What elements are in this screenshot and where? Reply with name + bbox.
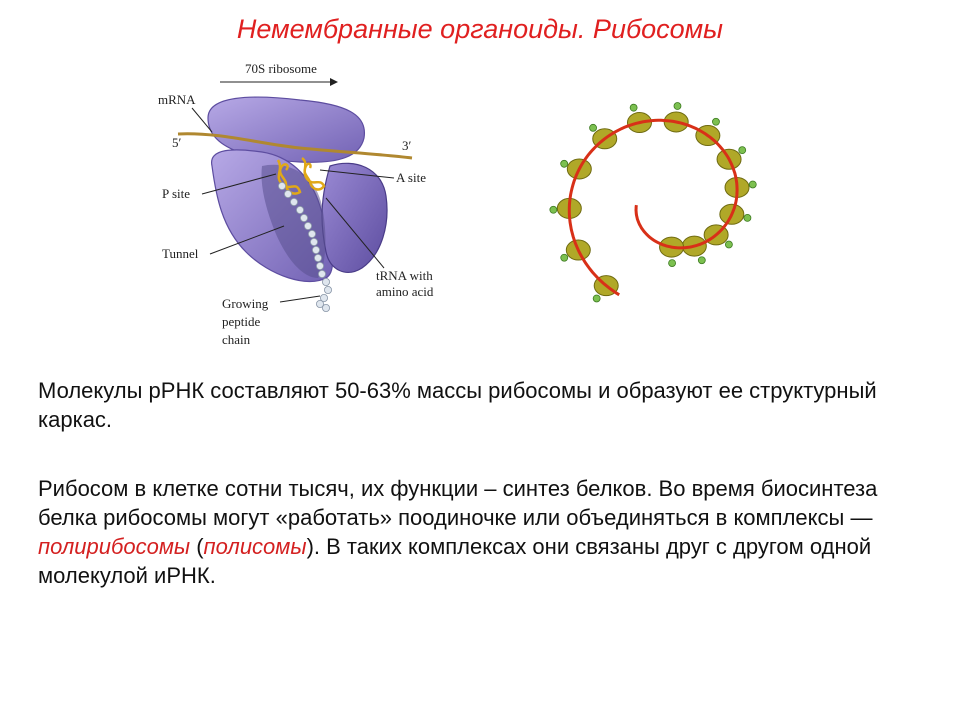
peptide-bead [290,198,297,205]
polysome-peptide [669,260,676,267]
polysome-peptide [725,241,732,248]
paragraph-part-2: ( [190,534,204,559]
peptide-bead [324,286,331,293]
mrna-label: mRNA [158,92,196,107]
polysome-peptide [749,181,756,188]
polysome-peptide [630,104,637,111]
polysome-peptide [561,160,568,167]
peptide-bead [318,270,325,277]
peptide-bead [284,190,291,197]
paragraph-part-3: ). В таких комплексах они связаны друг с другом одной молекулой иРНК. [38,534,872,588]
slide-title: Немембранные органоиды. Рибосомы [236,14,724,44]
peptide-bead [316,262,323,269]
term-polyribosomes: полирибосомы [38,534,191,559]
three-prime-label: 3′ [402,138,412,153]
ribosome-arrowhead [330,78,338,86]
peptide-bead [304,222,311,229]
peptide-bead [322,278,329,285]
trna-label-line1: tRNA with [376,268,433,283]
term-polysomes: полисомы [203,534,307,559]
polysome-peptide [590,124,597,131]
polysome-peptide [561,254,568,261]
p-site-label: P site [162,186,191,201]
peptide-bead [308,230,315,237]
polysome-mrna-spiral [569,120,737,294]
peptide-bead [300,214,307,221]
peptide-label-line3: chain [222,332,251,347]
polysome-peptide [744,214,751,221]
peptide-bead [322,304,329,311]
five-prime-label: 5′ [172,135,182,150]
paragraph-part-1: Рибосом в клетке сотни тысяч, их функции – синтез белков. Во время биосинтеза белка рибосомы могут «работать» поодиночке или объединяться в комплексы — [38,476,878,530]
polysome-peptide [739,147,746,154]
peptide-bead [296,206,303,213]
peptide-label-line1: Growing [222,296,269,311]
a-site-label: A site [396,170,426,185]
polysome-peptide [698,257,705,264]
ribosome-label: 70S ribosome [245,61,317,76]
peptide-bead [278,182,285,189]
polysome-peptide [593,295,600,302]
paragraph-rrna: Молекулы рРНК составляют 50-63% массы рибосомы и образуют ее структурный каркас. [38,378,877,432]
peptide-pointer [280,296,320,302]
peptide-bead [310,238,317,245]
peptide-bead [314,254,321,261]
tunnel-label: Tunnel [162,246,199,261]
trna-label-line2: amino acid [376,284,434,299]
peptide-label-line2: peptide [222,314,261,329]
small-subunit-right [322,163,387,272]
polysome-peptide [550,206,557,213]
polysome-peptide [712,118,719,125]
ribosome-diagram [150,56,470,356]
peptide-bead [312,246,319,253]
polysome-ribosomes [550,103,756,302]
paragraph-function [38,474,928,590]
polysome-diagram [530,80,790,340]
polysome-peptide [674,103,681,110]
